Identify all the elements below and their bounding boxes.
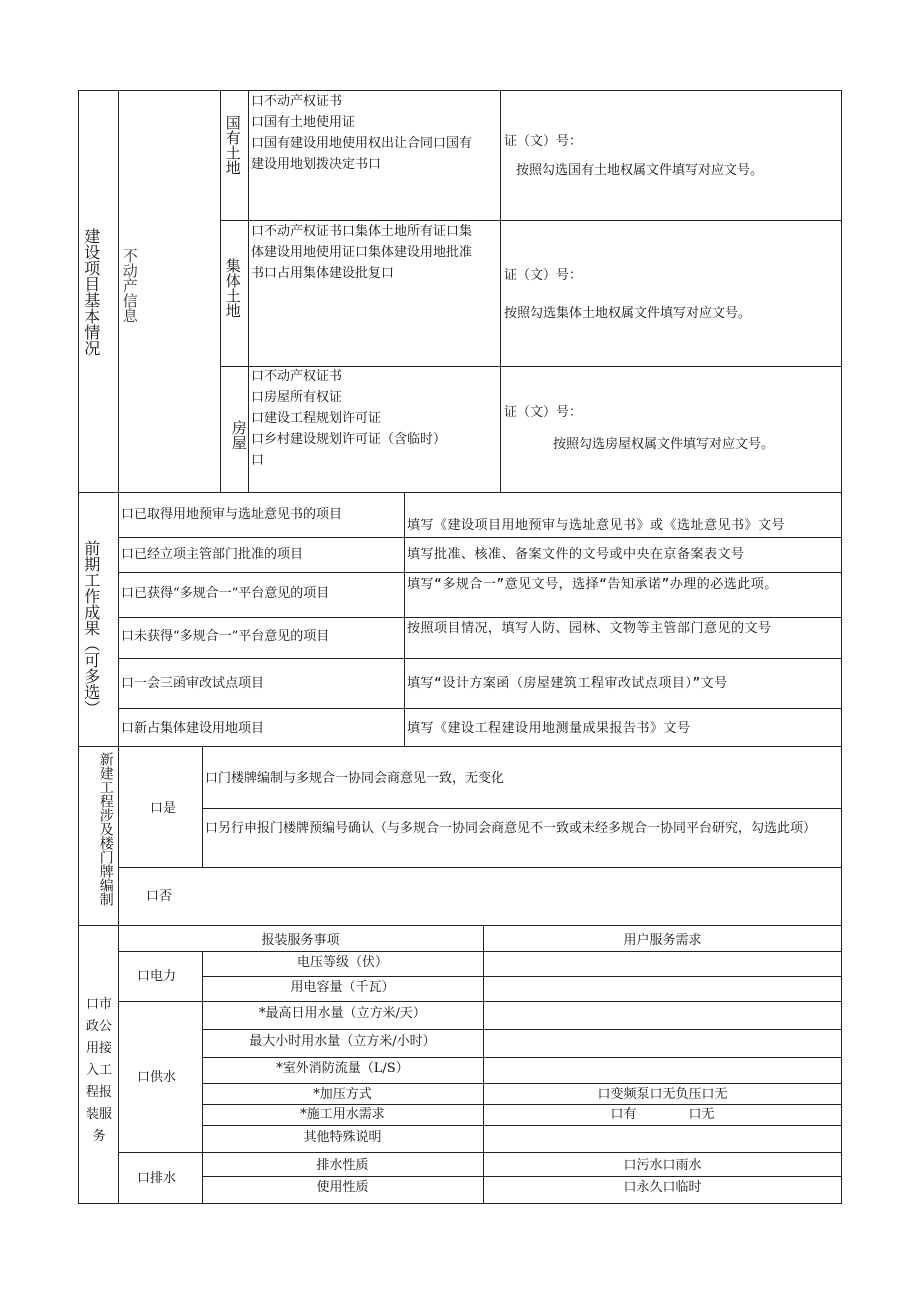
prior-item-4[interactable]: 口未获得“多规合一”平台意见的项目 [121, 629, 330, 644]
house-number-option-2[interactable]: 口另行申报门楼牌预编号确认（与多规合一协同会商意见不一致或未经多规合一协同平台研究，勾选此项） [205, 821, 817, 836]
water-max-daily: *最高日用水量（立方米/天） [259, 1006, 426, 1021]
water-other: 其他特殊说明 [303, 1130, 382, 1145]
water-max-hourly: 最大小时用水量（立方米/小时） [249, 1034, 436, 1049]
list-item[interactable]: 口 [251, 453, 265, 468]
list-item[interactable]: 口乡村建设规划许可证（含临时） [251, 432, 447, 447]
house-list [251, 366, 499, 471]
drain-nature: 排水性质 [316, 1158, 369, 1173]
water-construction-options[interactable]: 口有 口无 [610, 1107, 715, 1122]
drain-nature-options[interactable]: 口污水口雨水 [623, 1158, 702, 1173]
list-item[interactable]: 建设用地划拨决定书口 [251, 157, 382, 172]
list-item[interactable]: 体建设用地使用证口集体建设用地批准 [251, 245, 473, 260]
prior-desc-6: 填写《建设工程建设用地测量成果报告书》文号 [407, 721, 691, 736]
section-title-house-number: 新建工程涉及楼门牌编制 [97, 752, 114, 906]
drain-use-options[interactable]: 口永久口临时 [623, 1180, 702, 1195]
list-item[interactable]: 口国有建设用地使用权出让合同口国有 [251, 136, 473, 151]
utility-header-need: 用户服务需求 [623, 933, 702, 948]
water-pressurization: *加压方式 [313, 1087, 372, 1102]
house-number-yes[interactable]: 口是 [150, 801, 177, 816]
prior-item-5[interactable]: 口一会三函审改试点项目 [121, 676, 265, 691]
list-item[interactable]: 口房屋所有权证 [251, 390, 343, 405]
prior-item-3[interactable]: 口已获得“多规合一”平台意见的项目 [121, 586, 330, 601]
water-pressurization-options[interactable]: 口变频泵口无负压口无 [597, 1087, 728, 1102]
water-construction: *施工用水需求 [300, 1107, 385, 1122]
state-cert-hint: 按照勾选国有土地权属文件填写对应文号。 [516, 163, 764, 178]
prior-desc-5: 填写“设计方案函（房屋建筑工程审改试点项目）”文号 [407, 676, 728, 691]
drain-use: 使用性质 [316, 1180, 369, 1195]
prior-desc-3: 填写“多规合一”意见文号，选择“告知承诺”办理的必选此项。 [407, 577, 778, 592]
prior-item-1[interactable]: 口已取得用地预审与选址意见书的项目 [121, 507, 343, 522]
collective-cert-hint: 按照勾选集体土地权属文件填写对应文号。 [504, 306, 752, 321]
collective-cert-no-label: 证（文）号： [504, 268, 583, 283]
state-land-list [251, 91, 499, 175]
utility-drain[interactable]: 口排水 [137, 1171, 177, 1186]
prior-item-2[interactable]: 口已经立项主管部门批准的项目 [121, 547, 304, 562]
list-item[interactable]: 口不动产权证书口集体土地所有证口集 [251, 224, 473, 239]
section-title-prior-work: 前期工作成果（可多选） [81, 540, 101, 716]
section-title-basic: 建设项目基本情况 [81, 228, 101, 356]
house-number-no[interactable]: 口否 [146, 889, 173, 904]
house-checkbox[interactable]: 房屋 [229, 420, 248, 450]
utility-power[interactable]: 口电力 [137, 969, 177, 984]
property-info-label: 不动产信息 [120, 248, 139, 323]
list-item[interactable]: 口国有土地使用证 [251, 115, 356, 130]
house-cert-no-label: 证（文）号： [504, 405, 583, 420]
list-item[interactable]: 口不动产权证书 [251, 94, 343, 109]
utility-water[interactable]: 口供水 [137, 1070, 177, 1085]
state-cert-no-label: 证（文）号： [504, 134, 583, 149]
collective-land-list [251, 221, 499, 284]
list-item[interactable]: 书口占用集体建设批复口 [251, 266, 395, 281]
power-capacity: 用电容量（千瓦） [290, 980, 395, 995]
collective-land-checkbox[interactable]: 集体土地 [223, 258, 242, 318]
prior-desc-1: 填写《建设项目用地预审与选址意见书》或《选址意见书》文号 [407, 518, 786, 533]
prior-desc-4: 按照项目情况，填写人防、园林、文物等主管部门意见的文号 [407, 621, 772, 636]
list-item[interactable]: 口建设工程规划许可证 [251, 411, 382, 426]
utility-header-item: 报装服务事项 [261, 933, 340, 948]
house-cert-hint: 按照勾选房屋权属文件填写对应文号。 [553, 437, 775, 452]
house-number-option-1[interactable]: 口门楼牌编制与多规合一协同会商意见一致，无变化 [205, 771, 505, 786]
list-item[interactable]: 口不动产权证书 [251, 369, 343, 384]
water-fire-flow: *室外消防流量（L/S） [276, 1061, 409, 1076]
state-land-checkbox[interactable]: 国有土地 [223, 115, 242, 175]
section-title-utility[interactable]: 口市政公用接入工程报装服务 [85, 997, 112, 1144]
prior-item-6[interactable]: 口新占集体建设用地项目 [121, 721, 265, 736]
power-voltage: 电压等级（伏） [296, 955, 388, 970]
prior-desc-2: 填写批准、核准、备案文件的文号或中央在京备案表文号 [407, 547, 745, 562]
